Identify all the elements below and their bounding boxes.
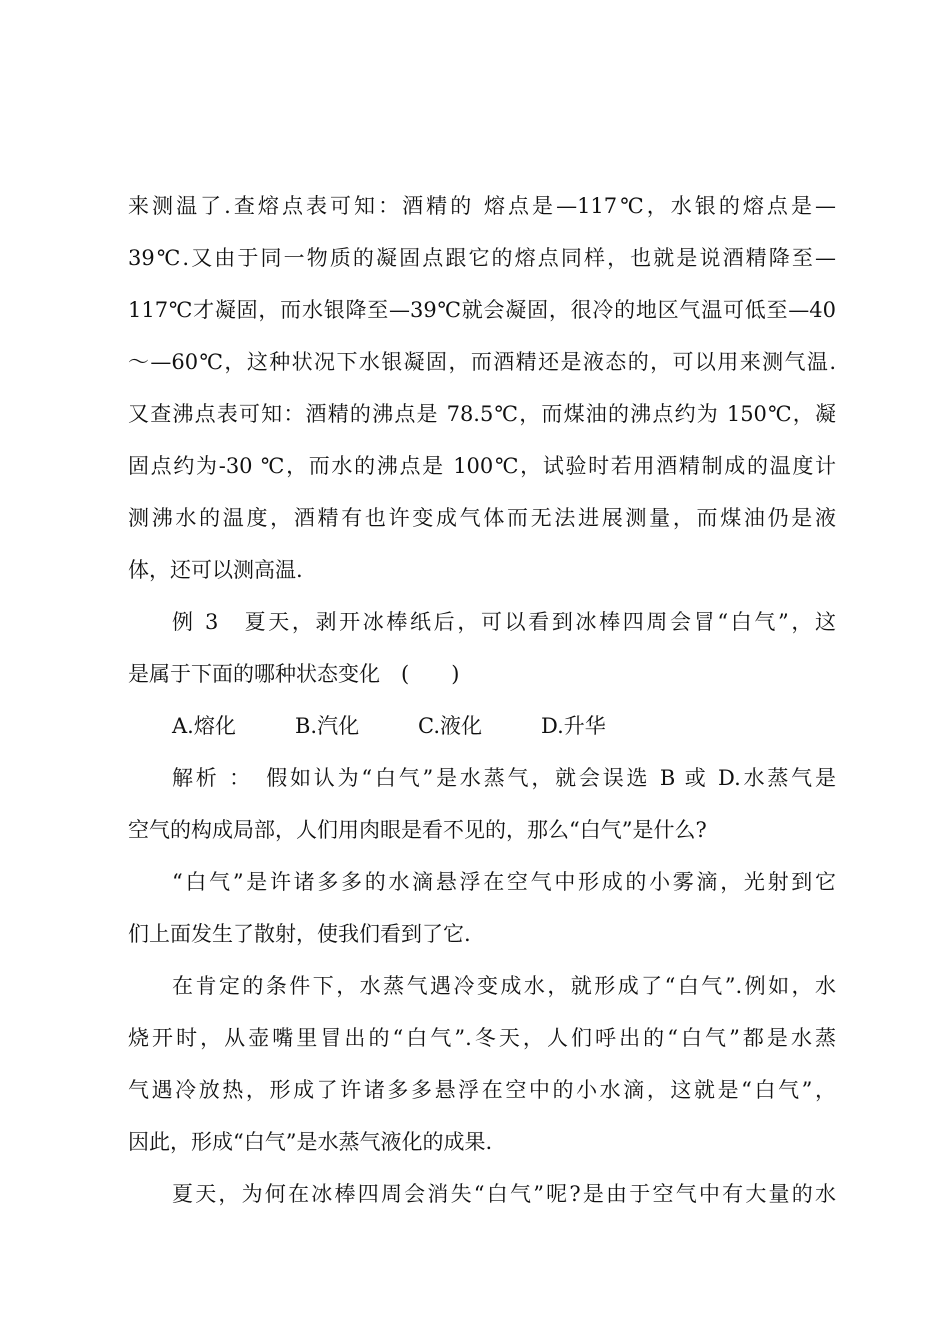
text-line: 固点约为-30 ℃，而水的沸点是 100℃，试验时若用酒精制成的温度计	[128, 454, 836, 478]
text-line: 来测温了.查熔点表可知：酒精的 熔点是—117℃，水银的熔点是—	[128, 194, 836, 218]
example-3-question: 例 3 夏天，剥开冰棒纸后，可以看到冰棒四周会冒“白气”，这	[172, 610, 836, 634]
text-line: 测沸水的温度，酒精有也许变成气体而无法进展测量，而煤油仍是液	[128, 506, 836, 530]
text-line: 因此，形成“白气”是水蒸气液化的成果.	[128, 1130, 493, 1154]
text-line: 气遇冷放热，形成了许诸多多悬浮在空中的小水滴，这就是“白气”，	[128, 1078, 836, 1102]
paragraph: 夏天，为何在冰棒四周会消失“白气”呢?是由于空气中有大量的水	[172, 1182, 836, 1206]
paragraph: 在肯定的条件下，水蒸气遇冷变成水，就形成了“白气”.例如，水	[172, 974, 836, 998]
paragraph: “白气”是许诸多多的水滴悬浮在空气中形成的小雾滴，光射到它	[172, 870, 836, 894]
text-line: 117℃才凝固，而水银降至—39℃就会凝固，很冷的地区气温可低至—40	[128, 298, 836, 322]
option-d: D.升华	[541, 714, 606, 738]
text-line: 们上面发生了散射，使我们看到了它.	[128, 922, 471, 946]
option-b: B.汽化	[295, 714, 360, 738]
text-line: 空气的构成局部，人们用肉眼是看不见的，那么“白气”是什么?	[128, 818, 707, 842]
option-a: A.熔化	[172, 714, 236, 738]
text-line: 39℃.又由于同一物质的凝固点跟它的熔点同样，也就是说酒精降至—	[128, 246, 836, 270]
document-body	[128, 180, 836, 1220]
text-line: 烧开时，从壶嘴里冒出的“白气”.冬天，人们呼出的“白气”都是水蒸	[128, 1026, 836, 1050]
answer-options	[128, 700, 836, 752]
text-line: 体，还可以测高温.	[128, 558, 303, 582]
option-c: C.液化	[418, 714, 482, 738]
text-line: 又查沸点表可知：酒精的沸点是 78.5℃，而煤油的沸点约为 150℃，凝	[128, 402, 836, 426]
text-line: 是属于下面的哪种状态变化 ( )	[128, 662, 460, 686]
text-line: ～—60℃，这种状况下水银凝固，而酒精还是液态的，可以用来测气温.	[128, 350, 836, 374]
analysis-paragraph: 解析 ： 假如认为“白气”是水蒸气，就会误选 B 或 D.水蒸气是	[172, 766, 836, 790]
